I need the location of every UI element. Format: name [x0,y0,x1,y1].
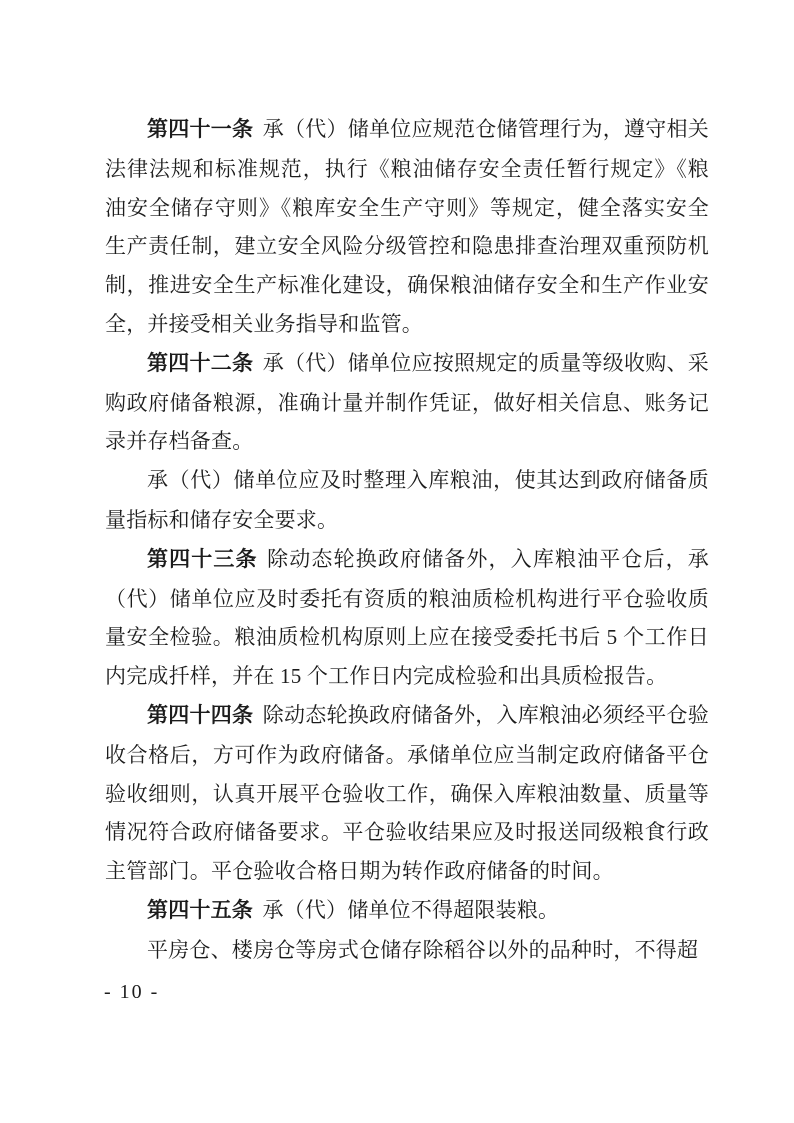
paragraph-text: 承（代）储单位应规范仓储管理行为，遵守相关法律法规和标准规范，执行《粮油储存安全责任暂行规定》《粮油安全储存守则》《粮库安全生产守则》等规定，健全落实安全生产责任制，建立安全风险分级管控和隐患排查治理双重预防机制，推进安全生产标准化建设，确保粮油储存安全和生产作业安全，并接受相关业务指导和监管。 [105,117,710,336]
paragraph-text: 承（代）储单位不得超限装粮。 [262,897,560,922]
paragraph-article-43 [105,540,709,696]
paragraph-article-45-continued [105,931,709,971]
article-44-number: 第四十四条 [147,703,254,727]
article-42-number: 第四十二条 [147,351,254,375]
paragraph-text: 承（代）储单位应及时整理入库粮油，使其达到政府储备质量指标和储存安全要求。 [105,468,709,532]
document-body [105,110,709,971]
paragraph-text: 承（代）储单位应按照规定的质量等级收购、采购政府储备粮源，准确计量并制作凭证，做好相关信息、账务记录并存档备查。 [105,350,710,454]
paragraph-article-42 [105,344,709,461]
paragraph-text: 平房仓、楼房仓等房式仓储存除稻谷以外的品种时，不得超 [147,937,699,962]
paragraph-text: 除动态轮换政府储备外，入库粮油必须经平仓验收合格后，方可作为政府储备。承储单位应当制定政府储备平仓验收细则，认真开展平仓验收工作，确保入库粮油数量、质量等情况符合政府储备要求。平仓验收结果应及时报送同级粮食行政主管部门。平仓验收合格日期为转作政府储备的时间。 [105,702,710,884]
paragraph-article-44 [105,696,709,891]
paragraph-text: 除动态轮换政府储备外，入库粮油平仓后，承（代）储单位应及时委托有资质的粮油质检机构进行平仓验收质量安全检验。粮油质检机构原则上应在接受委托书后 5 个工作日内完成扦样，并在 15 个工作日内完成检验和出具质检报告。 [105,546,710,689]
paragraph-article-42-continued [105,461,709,540]
paragraph-article-41 [105,110,709,344]
article-41-number: 第四十一条 [147,118,254,141]
article-45-number: 第四十五条 [147,898,253,922]
article-43-number: 第四十三条 [147,547,258,571]
page-number: - 10 - [104,981,160,1003]
paragraph-article-45 [105,891,709,931]
